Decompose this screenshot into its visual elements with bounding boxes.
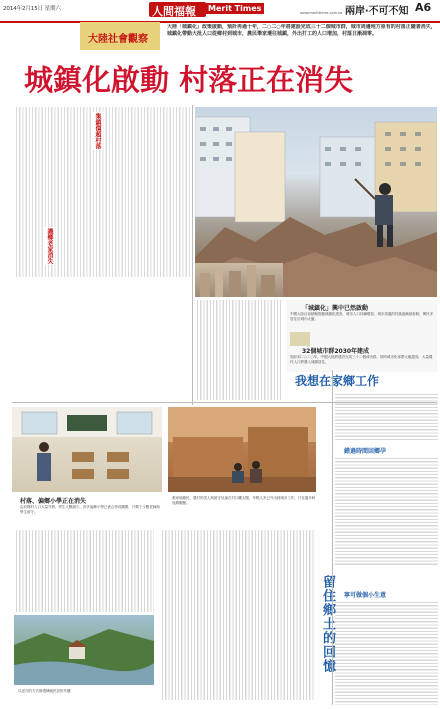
right-article-title: 我想在家鄉工作 — [295, 374, 380, 388]
issue-date: 2014年2月15日 星期六 — [3, 6, 61, 12]
landscape-photo-caption: 以老瓦的方式修復傳統民居的外牆 — [18, 689, 71, 693]
brand-english: Merit Times — [205, 3, 264, 14]
lead-paragraph: 大陸「城鎮化」政策啟動，預計再過十年，二○二○年將建設完成三十二個城市群，城市周邊地方原有的村落正隨著消失，城鎮化帶動大批人口從鄉村到城市，農民舉家遷往城鎮，外出打工的人口增加，村落日漸凋零。 — [167, 24, 436, 37]
map-inset — [290, 332, 310, 346]
photo-caption-text: 中國大陸目前積極推動城鎮化建設，城市人口持續增加，城市周邊的村落逐漸被拆除，鄉民多居住於城內大廈。 — [290, 312, 434, 321]
photo-caption-title-2: 32個城市群2030年建成 — [302, 348, 370, 355]
right-article-body-3 — [335, 600, 438, 705]
classroom-scene — [12, 407, 162, 492]
photo-caption-text-2: 預計到二○二○年，中國大陸將建設完成三十二個城市群，屆時城市化率將大幅提高，大量農村人口將遷入城鎮居住。 — [290, 355, 433, 364]
headline: 城鎮化啟動 村落正在消失 — [24, 63, 354, 97]
section-title: 兩岸‧不可不知 — [345, 6, 409, 17]
village-photo-text: 張家地鎮民，農村的老人與留守兒童在村口曬太陽，年輕人多已外出到城市工作，只在過年時返鄉團聚。 — [172, 496, 316, 505]
skyline-shapes — [195, 263, 283, 297]
subhead-a: 集鎮價超村落 — [94, 113, 101, 149]
school-photo — [12, 407, 162, 492]
divider-vertical-2 — [332, 370, 333, 705]
right-subhead-2: 寧可做個小生意 — [344, 592, 387, 599]
landscape-scene — [14, 615, 154, 685]
article-body-bottom-b — [160, 530, 315, 700]
photo-caption-title: 「城鎮化」興中已然啟動 — [302, 305, 369, 312]
skyline-photo — [195, 263, 283, 297]
village-photo — [168, 407, 316, 492]
school-photo-caption: 村落、偏鄉小學正在消失 — [20, 498, 87, 505]
right-subhead-1: 錯過時間回鄉孕 — [344, 448, 387, 455]
tag-label: 大陸社會觀察 — [88, 34, 148, 45]
article-body-left — [14, 107, 192, 277]
right-article-body-1 — [335, 392, 438, 442]
article-body-bottom-a — [14, 530, 154, 612]
school-photo-text: 由於鄉村人口大量外移，學生人數減少，許多偏鄉小學已被合併或關閉，只剩下少數老師與學生留守。 — [20, 505, 160, 514]
article-body-mid — [195, 300, 281, 400]
landscape-photo — [14, 615, 154, 685]
village-scene — [168, 407, 316, 492]
website-url: www.merittimes.com.tw — [300, 11, 343, 15]
divider-vertical — [192, 105, 193, 405]
header-rule — [0, 21, 440, 23]
subhead-b: 識鄉老家消失 — [46, 228, 53, 264]
divider-horizontal — [12, 402, 437, 403]
page-number: A6 — [415, 1, 432, 14]
brand-name: 人間福報 — [152, 5, 196, 18]
vertical-headline: 留住鄉土的回憶 — [320, 575, 335, 673]
right-article-body-2 — [335, 456, 438, 566]
